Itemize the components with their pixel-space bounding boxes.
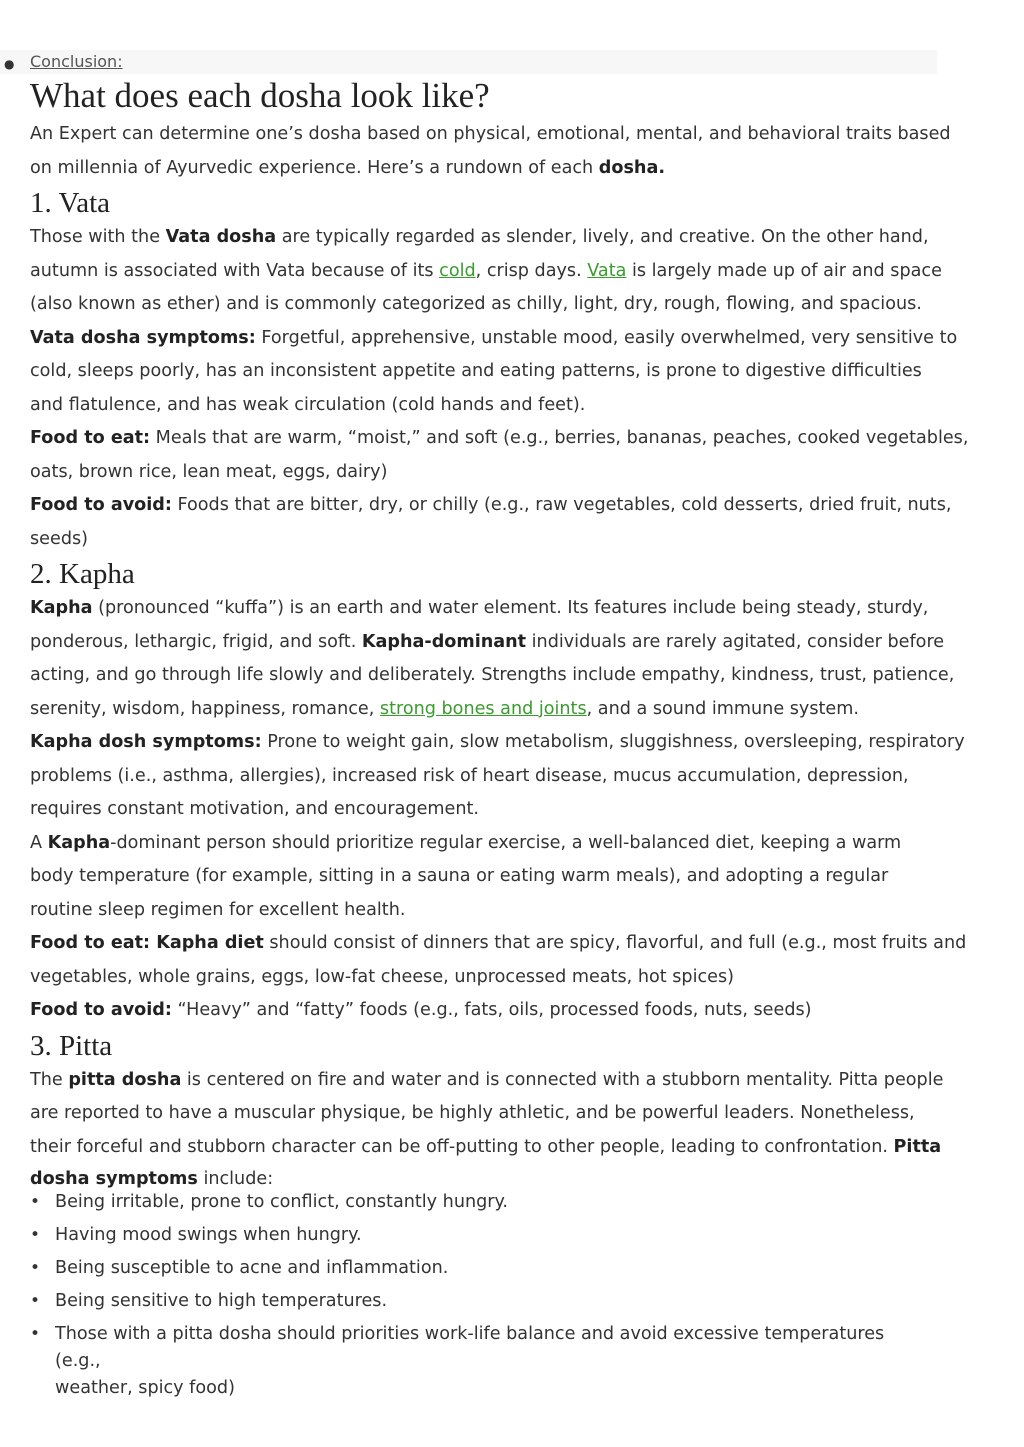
bullet-icon: • — [30, 1192, 41, 1212]
article-body — [30, 74, 969, 1194]
vata-description: Those with the Vata dosha are typically regarded as slender, lively, and creative. On the other hand, autumn is associated with Vata because of its cold, crisp days. Vata is largely made up of air and space (also known as ether) and is commonly categorized as chilly, light, dry, rough, flowing, and spacious. — [30, 227, 942, 314]
bullet-icon: • — [30, 1225, 41, 1245]
list-item: • Being susceptible to acne and inflammation. — [30, 1252, 935, 1285]
table-of-contents — [0, 50, 937, 74]
list-item: • Having mood swings when hungry. — [30, 1219, 935, 1252]
kapha-heading: 2. Kapha — [30, 558, 135, 590]
pitta-heading: 3. Pitta — [30, 1029, 113, 1062]
kapha-symptoms: Kapha dosh symptoms: Prone to weight gain, slow metabolism, sluggishness, oversleeping, respiratory problems (i.e., asthma, allergies), increased risk of heart disease, mucus accumulation, depression, requires constant motivation, and encouragement. — [30, 732, 965, 819]
vata-heading: 1. Vata — [30, 187, 111, 219]
bullet-icon: • — [30, 1258, 41, 1278]
intro-line-2: on millennia of Ayurvedic experience. Here’s a rundown of each dosha. — [30, 157, 665, 178]
bullet-icon: • — [30, 1291, 41, 1311]
kapha-advice: A Kapha-dominant person should prioritize regular exercise, a well-balanced diet, keeping a warm body temperature (for example, sitting in a sauna or eating warm meals), and adopting a regular routine sleep regimen for excellent health. — [30, 832, 902, 920]
section-heading: What does each dosha look like? — [30, 76, 490, 115]
list-item: • Those with a pitta dosha should priorities work-life balance and avoid excessive temperatures (e.g., weather, spicy food) — [30, 1318, 935, 1402]
kapha-food-to-eat: Food to eat: Kapha diet should consist of dinners that are spicy, flavorful, and full (e.g., most fruits and vegetables, whole grains, eggs, low-fat cheese, unprocessed meats, hot spices) — [30, 933, 967, 987]
link-strong-bones-and-joints[interactable]: strong bones and joints — [379, 698, 587, 719]
list-item: • Being sensitive to high temperatures. — [30, 1285, 935, 1318]
vata-food-to-eat: Food to eat: Meals that are warm, “moist,” and soft (e.g., berries, bananas, peaches, cooked vegetables, oats, brown rice, lean meat, eggs, dairy) — [30, 428, 969, 482]
pitta-description: The pitta dosha is centered on fire and water and is connected with a stubborn mentality. Pitta people are reported to have a muscular physique, be highly athletic, and be powerful leaders. Nonetheless, their forceful and stubborn character can be off-putting to other people, leading to confrontation. Pitta dosha symptoms include: — [30, 1069, 944, 1189]
bullet-icon: ● — [4, 57, 15, 71]
bullet-icon: • — [30, 1324, 41, 1344]
pitta-symptoms-list — [30, 1186, 935, 1402]
intro-line-1: An Expert can determine one’s dosha based on physical, emotional, mental, and behavioral traits based — [30, 124, 951, 144]
kapha-description: Kapha (pronounced “kuffa”) is an earth and water element. Its features include being steady, sturdy, ponderous, lethargic, frigid, and soft. Kapha-dominant individuals are rarely agitated, consider before acting, and go through life slowly and deliberately. Strengths include empathy, kindness, trust, patience, serenity, wisdom, happiness, romance, strong bones and joints, and a sound immune system. — [30, 598, 955, 719]
link-vata[interactable]: Vata — [587, 260, 627, 281]
link-cold[interactable]: cold — [439, 260, 476, 281]
list-item: • Being irritable, prone to conflict, constantly hungry. — [30, 1186, 935, 1219]
vata-food-to-avoid: Food to avoid: Foods that are bitter, dry, or chilly (e.g., raw vegetables, cold desserts, dried fruit, nuts, seeds) — [30, 495, 952, 549]
intro-paragraph — [30, 118, 951, 185]
vata-symptoms: Vata dosha symptoms: Forgetful, apprehensive, unstable mood, easily overwhelmed, very sensitive to cold, sleeps poorly, has an inconsistent appetite and eating patterns, is prone to digestive difficulties and flatulence, and has weak circulation (cold hands and feet). — [30, 327, 958, 415]
toc-link-conclusion[interactable]: Conclusion: — [30, 52, 123, 71]
kapha-food-to-avoid: Food to avoid: “Heavy” and “fatty” foods (e.g., fats, oils, processed foods, nuts, seeds) — [30, 1000, 812, 1020]
